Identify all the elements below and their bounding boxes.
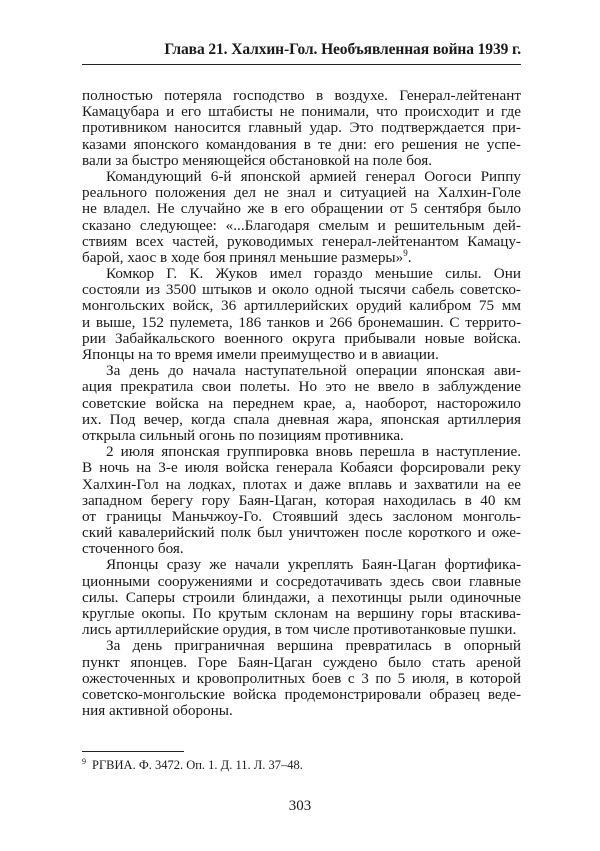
running-header: Глава 21. Халхин-Гол. Необъявленная война 1939 г. [164, 41, 521, 58]
text-line [82, 120, 521, 136]
text-line [82, 606, 521, 622]
text-line [82, 525, 521, 541]
text-line [82, 655, 521, 671]
line-text: монгольских войск, 36 артиллерийских орудий калибром 75 мм [82, 297, 521, 315]
line-text: круглые окопы. По крутым склонам на вершину горы втаскива- [82, 605, 521, 622]
line-text: За день приграничная вершина превратилась в опорный [106, 637, 521, 655]
line-text: Японцы сразу же начали укреплять Баян-Цаган фортифика- [106, 556, 521, 574]
line-text: их. Под вечер, когда спала дневная жара, японская артиллерия [82, 410, 521, 428]
line-text: полностью потеряла господство в воздухе. Генерал-лейтенант [82, 87, 521, 104]
text-line [82, 703, 521, 719]
line-text: сточенного боя. [82, 540, 184, 558]
footnote [82, 758, 303, 773]
text-line: барой, хаос в ходе боя принял меньшие размеры»$^9$. [82, 247, 412, 266]
paragraph [82, 169, 521, 266]
text-line [82, 493, 521, 509]
line-text: Комкор Г. К. Жуков имел гораздо меньшие силы. Они [106, 265, 521, 283]
line-text: ский кавалерийский полк был уничтожен после короткого и оже- [82, 524, 521, 542]
text-line [82, 460, 521, 476]
footnote-reference[interactable]: 9 [403, 247, 408, 258]
line-text: 2 июля японская группировка вновь перешла в наступление. [106, 443, 521, 461]
line-text: Халхин-Гол на лодках, плотах и даже вплавь и захватили на ее [82, 475, 521, 493]
line-text: Камацубара и его штабисты не понимали, что происходит и где [82, 103, 521, 121]
text-line [82, 428, 521, 444]
line-text: сказано следующее: «...Благодаря смелым и решительным дей- [82, 216, 521, 234]
text-line [82, 153, 521, 169]
page-number: 303 [288, 798, 312, 814]
text-line [82, 444, 521, 460]
line-text: В ночь на 3-е июля войска генерала Кобаяси форсировали реку [82, 459, 521, 477]
text-line [82, 396, 521, 412]
line-text: состояли из 3500 штыков и около одной тысячи сабель советско- [82, 281, 521, 299]
text-line [82, 347, 521, 363]
text-line [82, 557, 521, 573]
line-text: Командующий 6-й японской армией генерал Оогоси Риппу [106, 167, 521, 185]
text-line [82, 671, 521, 687]
text-line [82, 638, 521, 654]
line-text: и выше, 152 пулемета, 186 танков и 266 бронемашин. С террито- [82, 313, 521, 331]
paragraph [82, 266, 521, 363]
paragraph [82, 88, 521, 169]
header-rule [82, 64, 521, 65]
text-line [82, 412, 521, 428]
text-line [82, 541, 521, 557]
text-line [82, 687, 521, 703]
paragraph [82, 557, 521, 638]
footnote-number: 9 [82, 757, 86, 766]
line-text: ствиям всех частей, руководимых генерал-лейтенантом Камацу- [82, 232, 521, 250]
line-text: реального положения дел не знал и ситуацией на Халхин-Голе [82, 184, 521, 202]
text-line [82, 266, 521, 282]
text-line [82, 509, 521, 525]
text-line [82, 137, 521, 153]
footnote-rule [82, 751, 184, 752]
line-text: открыла сильный огонь по позициям противника. [82, 426, 404, 444]
line-text: лись артиллерийские орудия, в том числе противотанковые пушки. [82, 621, 517, 639]
text-line [82, 379, 521, 395]
line-text: противником наносится главный удар. Это подтверждается при- [82, 119, 521, 137]
line-text: За день до начала наступательной операции японская ави- [106, 362, 521, 380]
body-text [82, 88, 521, 719]
text-line [82, 331, 521, 347]
text-line [82, 104, 521, 120]
line-text: ционными сооружениями и сосредотачивать здесь свои главные [82, 572, 521, 590]
paragraph [82, 363, 521, 444]
line-text: ожесточенных и кровопролитных боев с 3 по 5 июля, в которой [82, 669, 521, 687]
footnote-text: РГВИА. Ф. 3472. Оп. 1. Д. 11. Л. 37–48. [92, 758, 303, 772]
line-text: Японцы на то время имели преимущество и в авиации. [82, 346, 439, 363]
paragraph [82, 444, 521, 557]
line-text: пункт японцев. Горе Баян-Цаган суждено было стать ареной [82, 653, 521, 671]
text-line [82, 201, 521, 217]
text-line [82, 282, 521, 298]
text-line [82, 298, 521, 314]
text-line [82, 590, 521, 606]
line-text: казами японского командования в те дни: его решения не успе- [82, 135, 521, 153]
line-text: вали за быстро меняющейся обстановкой на поле боя. [82, 151, 433, 169]
line-text: силы. Саперы строили блиндажи, а пехотинцы рыли одиночные [82, 588, 521, 606]
text-line [82, 622, 521, 638]
line-text: ация прекратила свои полеты. Но это не ввело в заблуждение [82, 378, 521, 396]
text-line [82, 315, 521, 331]
line-text: советско-монгольские войска продемонстрировали образец веде- [82, 685, 521, 703]
line-text: западном берегу гору Баян-Цаган, которая находилась в 40 км [82, 491, 521, 509]
paragraph [82, 638, 521, 719]
text-line [82, 363, 521, 379]
text-line [82, 88, 521, 104]
line-text: советские войска на переднем крае, а, наоборот, насторожило [82, 394, 521, 412]
text-line [82, 185, 521, 201]
text-line [82, 218, 521, 234]
text-line [82, 477, 521, 493]
line-text: не владел. Не случайно же в его обращении от 5 сентября было [82, 200, 521, 218]
line-text: от границы Маньчжоу-Го. Стоявший здесь заслоном монголь- [82, 507, 521, 525]
line-text: барой, хаос в ходе боя принял меньшие размеры» [82, 248, 404, 266]
line-text: ния активной обороны. [82, 702, 233, 720]
text-line [82, 169, 521, 185]
text-line [82, 574, 521, 590]
text-line [82, 234, 521, 250]
line-text: рии Забайкальского военного округа прибывали новые войска. [82, 329, 521, 347]
